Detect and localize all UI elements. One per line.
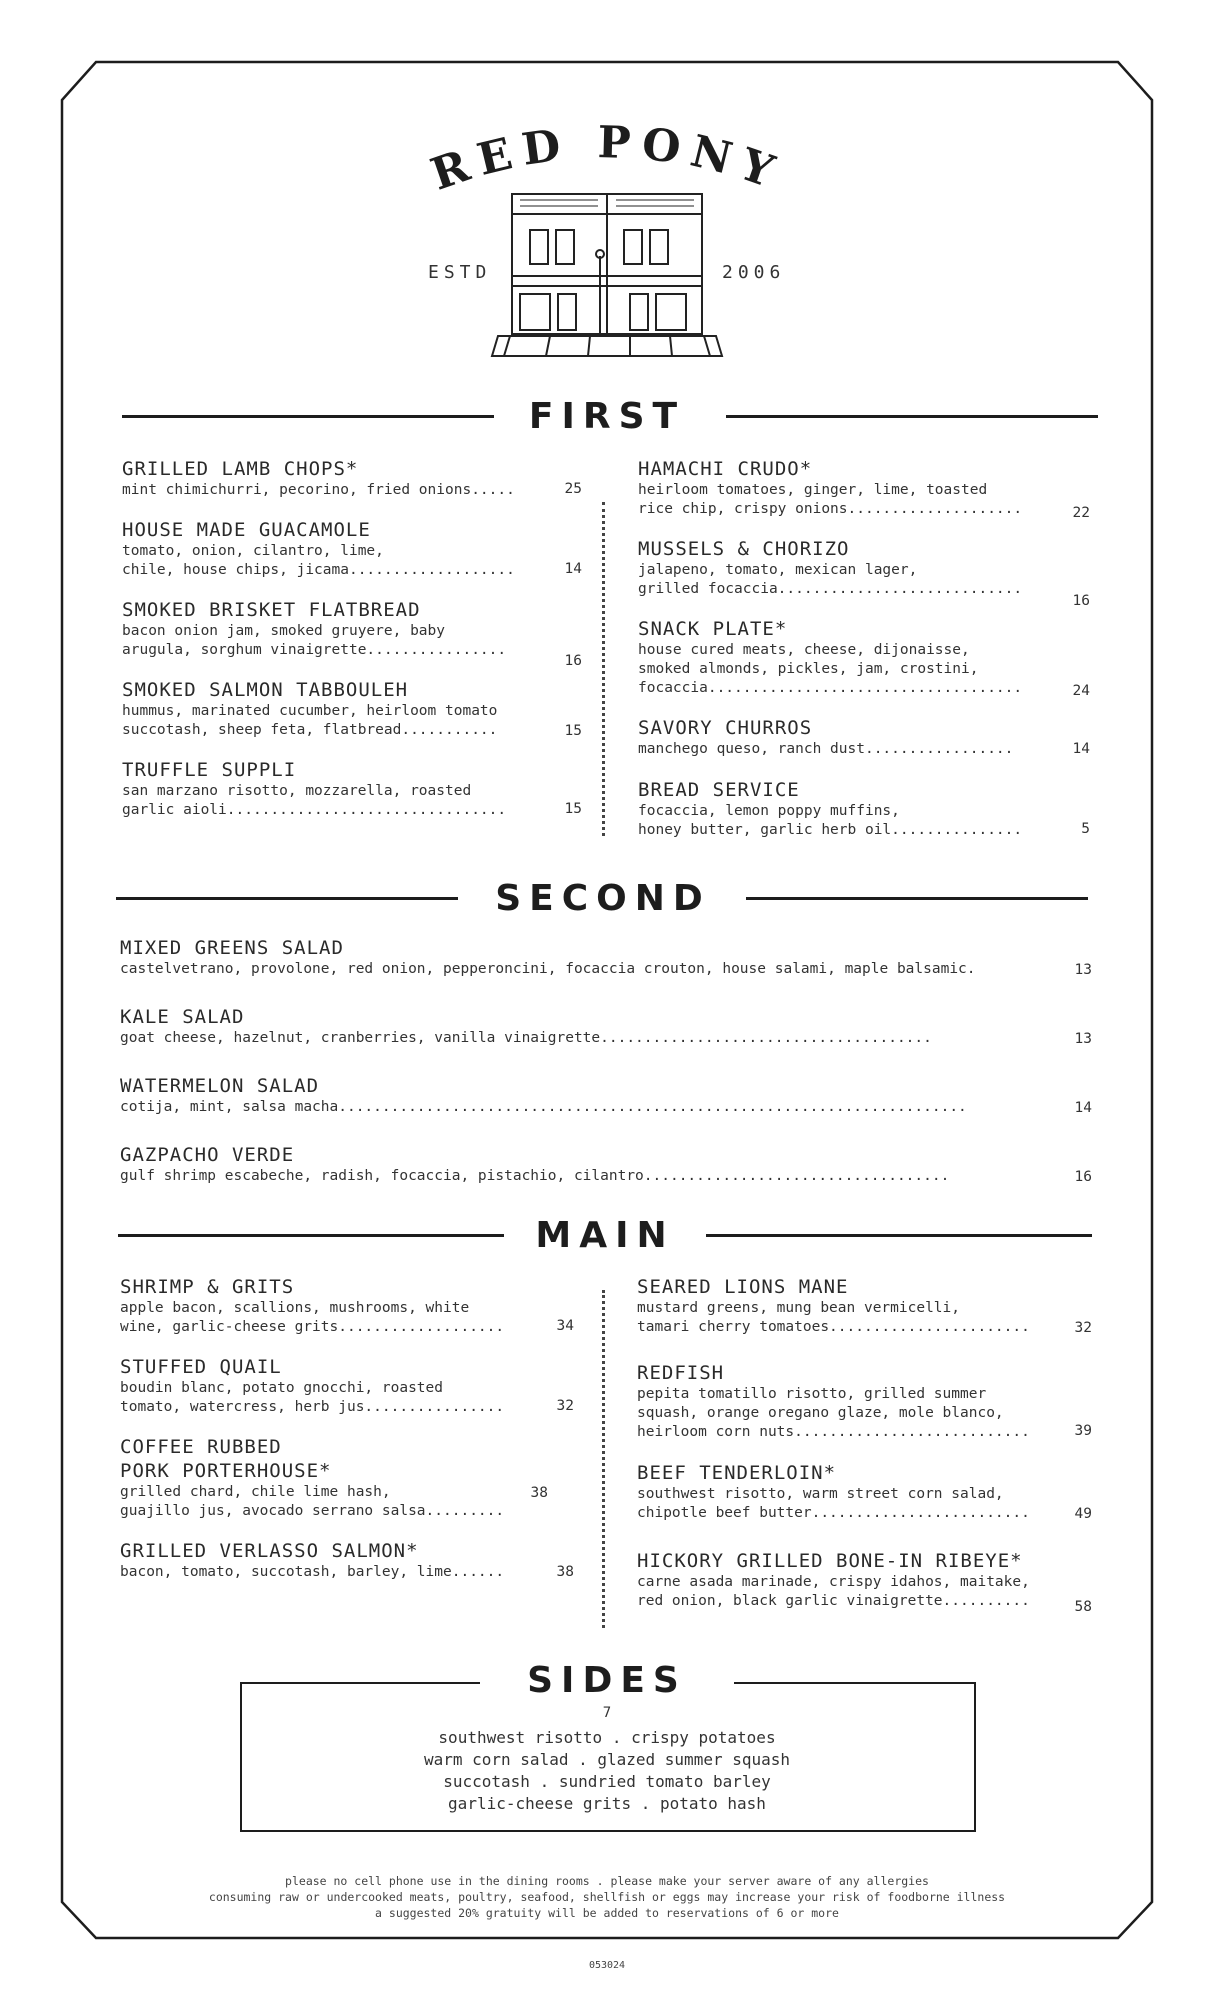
menu-item xyxy=(120,1355,574,1417)
item-desc: heirloom corn nuts........................... xyxy=(637,1424,1030,1440)
item-price: 25 xyxy=(564,481,582,497)
item-desc: manchego queso, ranch dust................. xyxy=(638,741,1014,757)
menu-item xyxy=(122,758,582,820)
item-desc: san marzano risotto, mozzarella, roasted xyxy=(122,783,472,799)
menu-item xyxy=(122,678,582,740)
menu-item xyxy=(637,1461,1092,1523)
item-price: 38 xyxy=(530,1485,548,1501)
item-desc: focaccia, lemon poppy muffins, xyxy=(638,803,900,819)
item-price: 32 xyxy=(1074,1320,1092,1336)
section-title-sides: SIDES xyxy=(480,1660,734,1701)
item-price: 34 xyxy=(556,1318,574,1334)
menu-item xyxy=(637,1275,1092,1337)
established-label: ESTD xyxy=(428,262,492,283)
menu-item xyxy=(637,1549,1092,1615)
item-name: COFFEE RUBBED PORK PORTERHOUSE* xyxy=(120,1436,332,1482)
sides-line: southwest risotto . crispy potatoes xyxy=(438,1728,776,1747)
footer-note: a suggested 20% gratuity will be added to reservations of 6 or more xyxy=(375,1906,839,1920)
item-desc: garlic aioli................................ xyxy=(122,802,507,818)
item-name: HOUSE MADE GUACAMOLE xyxy=(122,519,371,541)
item-desc: southwest risotto, warm street corn salad, xyxy=(637,1486,1004,1502)
section-title-second: SECOND xyxy=(495,878,711,919)
item-name: BREAD SERVICE xyxy=(638,779,800,801)
item-price: 16 xyxy=(1072,593,1090,609)
item-desc: tomato, watercress, herb jus................ xyxy=(120,1399,505,1415)
section-heading-second xyxy=(116,878,1090,918)
item-desc: grilled chard, chile lime hash, xyxy=(120,1484,391,1500)
menu-item xyxy=(638,537,1090,609)
section-title-first: FIRST xyxy=(528,396,686,437)
sides-line: succotash . sundried tomato barley xyxy=(443,1772,771,1791)
item-name: GRILLED VERLASSO SALMON* xyxy=(120,1540,419,1562)
item-name: STUFFED QUAIL xyxy=(120,1356,282,1378)
section-heading-sides xyxy=(0,1660,1214,1704)
item-name: GRILLED LAMB CHOPS* xyxy=(122,458,359,480)
item-price: 39 xyxy=(1074,1423,1092,1439)
item-desc: heirloom tomatoes, ginger, lime, toasted xyxy=(638,482,988,498)
item-desc: rice chip, crispy onions.................... xyxy=(638,501,1023,517)
item-desc: bacon, tomato, succotash, barley, lime...... xyxy=(120,1564,505,1580)
item-desc: guajillo jus, avocado serrano salsa......... xyxy=(120,1503,505,1519)
footer-note: consuming raw or undercooked meats, poultry, seafood, shellfish or eggs may increase your risk of foodborne illness xyxy=(208,1890,1006,1904)
sides-line: warm corn salad . glazed summer squash xyxy=(423,1750,791,1769)
menu-item xyxy=(120,1275,574,1337)
item-desc: squash, orange oregano glaze, mole blanco, xyxy=(637,1405,1004,1421)
item-desc: apple bacon, scallions, mushrooms, white xyxy=(120,1300,470,1316)
item-price: 16 xyxy=(1074,1169,1092,1185)
item-desc: arugula, sorghum vinaigrette................ xyxy=(122,642,507,658)
menu-item xyxy=(122,598,582,669)
sides-price: 7 xyxy=(602,1705,612,1721)
item-desc: focaccia.................................... xyxy=(638,680,1023,696)
item-price: 49 xyxy=(1074,1506,1092,1522)
item-price: 16 xyxy=(564,653,582,669)
item-price: 14 xyxy=(564,561,582,577)
item-price: 32 xyxy=(556,1398,574,1414)
menu-item xyxy=(122,457,582,500)
item-name: SHRIMP & GRITS xyxy=(120,1276,295,1298)
item-desc: house cured meats, cheese, dijonaisse, xyxy=(638,642,970,658)
item-name: SEARED LIONS MANE xyxy=(637,1276,849,1298)
sides-line: garlic-cheese grits . potato hash xyxy=(448,1794,766,1813)
item-price: 5 xyxy=(1081,821,1090,837)
menu-code: 053024 xyxy=(588,1960,626,1971)
item-desc: mint chimichurri, pecorino, fried onions..... xyxy=(122,482,515,498)
item-name: TRUFFLE SUPPLI xyxy=(122,759,297,781)
menu-item xyxy=(120,1435,574,1521)
item-name: SNACK PLATE* xyxy=(638,618,788,640)
menu-item xyxy=(120,1074,1092,1117)
item-name: GAZPACHO VERDE xyxy=(120,1144,295,1166)
item-desc: cotija, mint, salsa macha........................................................................ xyxy=(120,1099,967,1115)
item-name: MUSSELS & CHORIZO xyxy=(638,538,850,560)
section-heading-main xyxy=(118,1215,1092,1255)
item-price: 22 xyxy=(1072,505,1090,521)
section-title-main: MAIN xyxy=(535,1215,675,1256)
item-name: HAMACHI CRUDO* xyxy=(638,458,813,480)
menu-item xyxy=(638,778,1090,840)
brand-name: RED PONY xyxy=(424,120,790,200)
item-price: 58 xyxy=(1074,1599,1092,1615)
item-name: SAVORY CHURROS xyxy=(638,717,813,739)
item-desc: red onion, black garlic vinaigrette.......... xyxy=(637,1593,1030,1609)
item-desc: wine, garlic-cheese grits................... xyxy=(120,1319,505,1335)
item-desc: grilled focaccia............................ xyxy=(638,581,1023,597)
item-name: SMOKED SALMON TABBOULEH xyxy=(122,679,409,701)
item-price: 38 xyxy=(556,1564,574,1580)
section-heading-first xyxy=(118,396,1096,436)
item-desc: bacon onion jam, smoked gruyere, baby xyxy=(122,623,446,639)
item-desc: succotash, sheep feta, flatbread........... xyxy=(122,722,498,738)
item-desc: gulf shrimp escabeche, radish, focaccia, pistachio, cilantro................................... xyxy=(120,1168,950,1184)
column-divider xyxy=(602,1290,605,1628)
column-divider xyxy=(602,502,605,836)
item-desc: chile, house chips, jicama................... xyxy=(122,562,515,578)
item-desc: mustard greens, mung bean vermicelli, xyxy=(637,1300,961,1316)
item-price: 24 xyxy=(1072,683,1090,699)
item-desc: goat cheese, hazelnut, cranberries, vanilla vinaigrette...................................... xyxy=(120,1030,932,1046)
item-desc: chipotle beef butter......................... xyxy=(637,1505,1030,1521)
item-price: 14 xyxy=(1074,1100,1092,1116)
menu-item xyxy=(638,617,1090,698)
item-desc: carne asada marinade, crispy idahos, maitake, xyxy=(637,1574,1030,1590)
established-year: 2006 xyxy=(722,262,786,283)
menu-item xyxy=(638,457,1090,519)
menu-item xyxy=(637,1361,1092,1442)
item-name: BEEF TENDERLOIN* xyxy=(637,1462,837,1484)
item-desc: jalapeno, tomato, mexican lager, xyxy=(638,562,918,578)
item-name: MIXED GREENS SALAD xyxy=(120,937,344,959)
item-name: KALE SALAD xyxy=(120,1006,245,1028)
menu-item xyxy=(122,518,582,580)
item-name: WATERMELON SALAD xyxy=(120,1075,320,1097)
menu-item xyxy=(120,1005,1092,1048)
item-name: SMOKED BRISKET FLATBREAD xyxy=(122,599,421,621)
item-desc: boudin blanc, potato gnocchi, roasted xyxy=(120,1380,444,1396)
item-price: 15 xyxy=(564,801,582,817)
item-desc: smoked almonds, pickles, jam, crostini, xyxy=(638,661,979,677)
item-price: 13 xyxy=(1074,962,1092,978)
footer-note: please no cell phone use in the dining rooms . please make your server aware of any allergies xyxy=(285,1874,929,1888)
item-price: 14 xyxy=(1072,741,1090,757)
menu-item xyxy=(120,1539,574,1582)
item-desc: castelvetrano, provolone, red onion, pepperoncini, focaccia crouton, house salami, maple balsamic. xyxy=(120,961,976,977)
item-name: REDFISH xyxy=(637,1362,725,1384)
item-price: 13 xyxy=(1074,1031,1092,1047)
menu-item xyxy=(120,1143,1092,1186)
storefront-illustration xyxy=(490,186,724,358)
item-desc: honey butter, garlic herb oil............... xyxy=(638,822,1023,838)
item-desc: tamari cherry tomatoes....................... xyxy=(637,1319,1030,1335)
menu-item xyxy=(638,716,1090,759)
menu-item xyxy=(120,936,1092,979)
item-price: 15 xyxy=(564,723,582,739)
item-desc: hummus, marinated cucumber, heirloom tomato xyxy=(122,703,498,719)
item-name: HICKORY GRILLED BONE-IN RIBEYE* xyxy=(637,1550,1023,1572)
item-desc: tomato, onion, cilantro, lime, xyxy=(122,543,384,559)
item-desc: pepita tomatillo risotto, grilled summer xyxy=(637,1386,987,1402)
